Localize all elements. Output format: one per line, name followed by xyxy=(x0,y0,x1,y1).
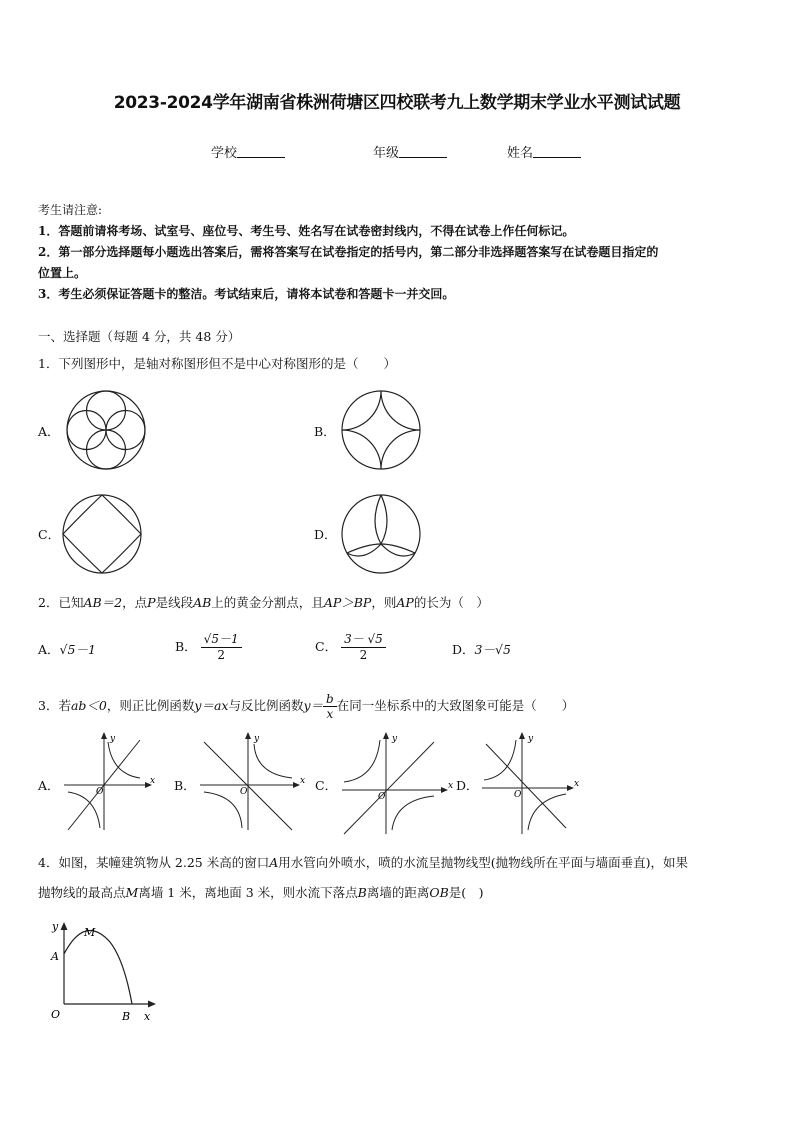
q3-text-b: ，则正比例函数 xyxy=(106,698,195,713)
q3d-x-label: x xyxy=(574,779,580,789)
q3a-origin: O xyxy=(96,787,104,797)
grade-field xyxy=(373,142,447,161)
q3-graph-a xyxy=(58,730,158,834)
page-title: 2023-2024学年湖南省株洲荷塘区四校联考九上数学期末学业水平测试试题 xyxy=(113,93,681,113)
q3c-x-label: x xyxy=(448,781,454,791)
q2-option-c-label: C． xyxy=(315,639,338,654)
q3-option-a: A． xyxy=(38,778,60,793)
q1-option-c: C． xyxy=(38,527,61,542)
q1-figure-a xyxy=(64,388,148,472)
q3c-y-label: y xyxy=(392,734,398,744)
name-label: 姓名 xyxy=(507,146,534,161)
question-4-line-1 xyxy=(38,853,688,871)
q2-text-c: 是线段 xyxy=(155,595,194,610)
q2-option-c xyxy=(315,630,386,662)
q4-text-f: 是( ) xyxy=(448,885,484,900)
q3-linear-function: y＝ax xyxy=(194,698,229,713)
q3-option-d: D． xyxy=(456,778,479,793)
name-blank xyxy=(533,145,581,158)
q2-option-b-fraction xyxy=(201,630,242,662)
q3-graph-d xyxy=(478,730,582,836)
section-heading: 一、选择题（每题 4 分，共 48 分） xyxy=(38,329,241,344)
school-field xyxy=(211,142,285,161)
q3-option-c: C． xyxy=(315,778,338,793)
q2-option-c-numerator: 3－ √5 xyxy=(341,630,386,648)
q1-option-b: B． xyxy=(314,424,336,439)
question-1-stem: 1．下列图形中，是轴对称图形但不是中心对称图形的是（ ） xyxy=(38,356,396,371)
question-3-stem xyxy=(38,692,574,721)
q2-inequality: AP＞BP xyxy=(323,595,372,610)
q4-fig-label-o: O xyxy=(51,1008,61,1021)
grade-label: 年级 xyxy=(373,146,400,161)
q1-option-d: D． xyxy=(314,527,337,542)
q4-point-b: B xyxy=(357,885,367,900)
q2-option-b-label: B． xyxy=(175,639,197,654)
q2-option-d-value: 3－√5 xyxy=(474,642,511,657)
q4-fig-label-m: M xyxy=(84,926,96,939)
q4-text-e: 离墙的距离 xyxy=(366,885,430,900)
q4-fig-x-label: x xyxy=(144,1010,151,1023)
q4-point-m: M xyxy=(125,885,139,900)
note-1: 1．答题前请将考场、试室号、座位号、考生号、姓名写在试卷密封线内，不得在试卷上作任何标记。 xyxy=(38,224,575,238)
question-2-stem xyxy=(38,593,489,611)
q3a-y-label: y xyxy=(110,734,116,744)
q3d-origin: O xyxy=(514,790,522,800)
q3-text-a: 3．若 xyxy=(38,698,71,713)
q3b-origin: O xyxy=(240,787,248,797)
q2-option-b xyxy=(175,630,242,662)
q3c-origin: O xyxy=(378,792,386,802)
q3-condition: ab＜0 xyxy=(70,698,107,713)
q1-figure-c xyxy=(60,492,144,576)
q3-graph-b xyxy=(196,730,308,834)
q3-graph-c xyxy=(338,730,456,836)
q2-text-b: ，点 xyxy=(122,595,148,610)
q1-figure-b xyxy=(339,388,423,472)
q2-point-p: P xyxy=(147,595,156,610)
q2-ab-eq: AB＝2 xyxy=(83,595,123,610)
q3d-y-label: y xyxy=(528,734,534,744)
q4-ob: OB xyxy=(429,885,449,900)
note-2: 2．第一部分选择题每小题选出答案后，需将答案写在试卷指定的括号内，第二部分非选择题答案写在试卷题目指定的 xyxy=(38,245,659,259)
q4-text-b: 用水管向外喷水，喷的水流呈抛物线型(抛物线所在平面与墙面垂直)，如果 xyxy=(278,855,689,870)
question-4-line-2 xyxy=(38,883,484,901)
q1-figure-d xyxy=(339,492,423,576)
school-label: 学校 xyxy=(211,146,238,161)
q2-option-d-label: D． xyxy=(452,642,475,657)
q3-inverse-denominator: x xyxy=(326,707,334,721)
q2-option-b-numerator: √5－1 xyxy=(201,630,242,648)
q2-text-f: 的长为（ ） xyxy=(413,595,489,610)
q4-fig-label-a: A xyxy=(51,950,59,963)
q2-option-c-denominator: 2 xyxy=(359,648,368,662)
q3-inverse-lhs: y＝ xyxy=(303,698,324,713)
q4-text-d: 离墙 1 米，离地面 3 米，则水流下落点 xyxy=(138,885,358,900)
q4-point-a: A xyxy=(269,855,279,870)
q4-fig-y-label: y xyxy=(52,920,59,933)
q3b-y-label: y xyxy=(254,734,260,744)
q2-option-a xyxy=(38,640,96,658)
q3-inverse-fraction xyxy=(323,692,337,721)
school-blank xyxy=(237,145,285,158)
q2-text-e: ，则 xyxy=(371,595,397,610)
q4-text-c: 抛物线的最高点 xyxy=(38,885,126,900)
note-2-cont: 位置上。 xyxy=(38,266,87,280)
q4-fig-label-b: B xyxy=(122,1010,131,1023)
q4-text-a: 4．如图，某幢建筑物从 2.25 米高的窗口 xyxy=(38,855,270,870)
q3-inverse-numerator: b xyxy=(323,692,337,707)
q3a-x-label: x xyxy=(150,776,156,786)
q2-option-a-value: √5－1 xyxy=(59,642,96,657)
q3-text-c: 与反比例函数 xyxy=(228,698,304,713)
q1-option-a: A． xyxy=(38,424,60,439)
q2-option-c-fraction xyxy=(341,630,386,662)
q2-segment-ab: AB xyxy=(193,595,212,610)
q2-text-d: 上的黄金分割点，且 xyxy=(211,595,324,610)
q2-option-a-label: A． xyxy=(38,642,60,657)
grade-blank xyxy=(399,145,447,158)
q3-option-b: B． xyxy=(174,778,196,793)
notes-heading: 考生请注意: xyxy=(38,203,103,217)
q2-option-b-denominator: 2 xyxy=(217,648,225,662)
q2-ap: AP xyxy=(396,595,414,610)
q2-option-d xyxy=(452,640,511,658)
q3-text-d: 在同一坐标系中的大致图象可能是（ ） xyxy=(336,698,575,713)
name-field xyxy=(507,142,581,161)
q3b-x-label: x xyxy=(300,776,306,786)
note-3: 3．考生必须保证答题卡的整洁。考试结束后，请将本试卷和答题卡一并交回。 xyxy=(38,287,455,301)
q4-figure xyxy=(44,918,164,1028)
q2-text-a: 2．已知 xyxy=(38,595,84,610)
